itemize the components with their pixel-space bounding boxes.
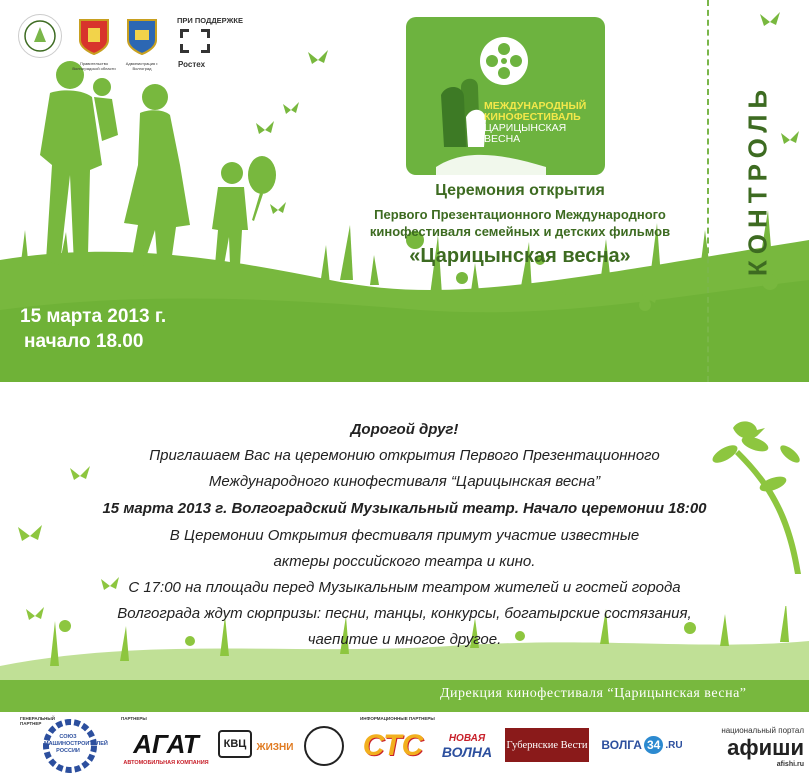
info-partners-label: ИНФОРМАЦИОННЫЕ ПАРТНЕРЫ <box>360 716 435 721</box>
gubernskie-vesti-logo <box>505 728 589 762</box>
ceremony-title: Церемония открытия <box>435 182 605 199</box>
soyuz-label: СОЮЗ МАШИНОСТРОИТЕЛЕЙ РОССИИ <box>44 734 108 754</box>
festival-logo-line3: ЦАРИЦЫНСКАЯ <box>484 122 567 134</box>
kvc-label: КВЦ <box>223 738 247 750</box>
gubernskie-label: Губернские Вести <box>506 739 588 751</box>
novaya-label: НОВАЯ <box>448 732 486 744</box>
ticket-stub <box>0 0 809 382</box>
gov-region-label: Правительство Волгоградской области <box>72 61 116 71</box>
round-emblem-logo <box>304 726 344 766</box>
ctc-label: СТС <box>362 729 424 762</box>
volga-label: ВОЛГА <box>601 738 642 752</box>
festival-logo-line2: КИНОФЕСТИВАЛЬ <box>484 111 581 123</box>
invitation-line2: Международного кинофестиваля “Царицынская весна” <box>208 473 601 490</box>
festival-name: «Царицынская весна» <box>409 245 631 267</box>
zhizni-logo <box>253 732 297 762</box>
invitation-line1: Приглашаем Вас на церемонию открытия Первого Презентационного <box>149 447 660 464</box>
volga-num-label: 34 <box>644 736 663 754</box>
greeting: Дорогой друг! <box>350 421 459 438</box>
invitation-line6: С 17:00 на площади перед Музыкальным театром жителей и гостей города <box>128 579 681 596</box>
gov-city-label: Администрация г. Волгоград <box>125 61 159 71</box>
direction-signature: Дирекция кинофестиваля “Царицынская весна” <box>440 686 747 701</box>
support-label: ПРИ ПОДДЕРЖКЕ <box>177 16 243 25</box>
left-butterflies <box>0 436 140 656</box>
festival-logo-line1: МЕЖДУНАРОДНЫЙ <box>484 100 587 112</box>
agat-sub-label: АВТОМОБИЛЬНАЯ КОМПАНИЯ <box>123 759 209 766</box>
sponsors-bar <box>0 712 809 780</box>
agat-label: АГАТ <box>133 728 199 759</box>
invitation-line5: актеры российского театра и кино. <box>273 553 536 570</box>
subtitle-line1: Первого Презентационного Международного <box>374 207 666 222</box>
rostec-label: Ростех <box>178 60 206 69</box>
afishi-label: афиши <box>727 735 804 760</box>
kvc-logo <box>218 730 252 758</box>
soyuz-logo <box>30 718 110 774</box>
event-start-time: начало 18.00 <box>24 331 144 352</box>
volna-label: ВОЛНА <box>441 743 493 760</box>
invitation-line7: Волгограда ждут сюрпризы: песни, танцы, конкурсы, богатырские состязания, <box>117 605 692 622</box>
invitation-line3: 15 марта 2013 г. Волгоградский Музыкальный театр. Начало церемонии 18:00 <box>102 500 707 517</box>
afishi-logo <box>694 722 804 772</box>
afishi-url-label: afishi.ru <box>776 761 804 768</box>
ctc-logo <box>358 728 428 764</box>
subtitle-line2: кинофестиваля семейных и детских фильмов <box>369 224 671 239</box>
novaya-volna-logo <box>432 726 502 766</box>
festival-logo-line4: ВЕСНА <box>484 133 521 145</box>
tree-with-bird-graphic <box>695 414 809 574</box>
natsportal-label: национальный портал <box>721 726 804 735</box>
invitation-line8: чаепитие и многое другое. <box>307 631 502 648</box>
general-partner-label: ГЕНЕРАЛЬНЫЙ ПАРТНЕР <box>20 716 55 726</box>
event-date: 15 марта 2013 г. <box>20 306 167 327</box>
control-label: КОНТРОЛЬ <box>742 83 773 277</box>
invitation-line4: В Церемонии Открытия фестиваля примут участие известные <box>169 527 640 544</box>
partners-label: ПАРТНЕРЫ <box>121 716 147 721</box>
butterflies-decoration <box>0 0 809 382</box>
volga34-logo <box>592 730 692 760</box>
agat-logo <box>121 724 211 770</box>
zhizni-label: ЖИЗНИ <box>256 741 294 753</box>
volga-ru-label: .RU <box>665 739 683 751</box>
